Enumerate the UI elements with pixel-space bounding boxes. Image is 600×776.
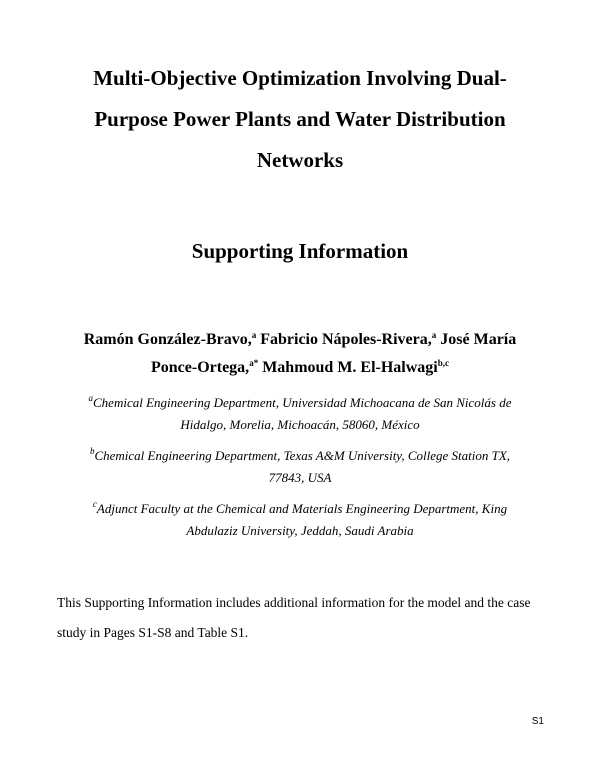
title-line: Multi-Objective Optimization Involving Dual-	[93, 66, 507, 90]
section-subtitle: Supporting Information	[191, 239, 409, 263]
title-line: Purpose Power Plants and Water Distribution	[94, 107, 506, 131]
affiliation-text: Chemical Engineering Department, Texas A&M University, College Station TX,	[94, 448, 511, 463]
author-name: Mahmoud M. El-Halwagi	[258, 359, 438, 376]
author-name: Ponce-Ortega,	[151, 359, 250, 376]
affiliation-text: Chemical Engineering Department, Universidad Michoacana de San Nicolás de	[93, 395, 512, 410]
author-line	[30, 326, 570, 354]
author-affiliation-mark: a	[431, 330, 437, 340]
affiliation-mark: b	[89, 446, 95, 456]
page-number: S1	[531, 716, 544, 727]
author-affiliation-mark: b,c	[437, 358, 449, 368]
affiliation-b	[40, 445, 560, 489]
affiliation-text: Hidalgo, Morelia, Michoacán, 58060, México	[180, 417, 420, 432]
author-affiliation-mark: a	[251, 330, 257, 340]
affiliation-text: 77843, USA	[268, 470, 332, 485]
paper-title	[40, 58, 560, 181]
affiliation-text: Adjunct Faculty at the Chemical and Materials Engineering Department, King	[96, 501, 508, 516]
affiliation-c	[40, 498, 560, 542]
affiliation-text: Abdulaziz University, Jeddah, Saudi Arabia	[186, 523, 414, 538]
affiliation-mark: a	[88, 393, 94, 403]
author-line	[30, 354, 570, 382]
author-name: José María	[436, 331, 517, 348]
title-line: Networks	[256, 148, 344, 172]
body-paragraph: This Supporting Information includes additional information for the model and the case study in Pages S1-S8 and Table S1.	[57, 595, 531, 640]
author-name: Ramón González-Bravo,	[83, 331, 252, 348]
author-affiliation-mark: a*	[249, 358, 259, 368]
author-list	[30, 326, 570, 382]
author-name: Fabricio Nápoles-Rivera,	[256, 331, 432, 348]
affiliation-mark: c	[92, 499, 97, 509]
affiliation-a	[40, 392, 560, 436]
